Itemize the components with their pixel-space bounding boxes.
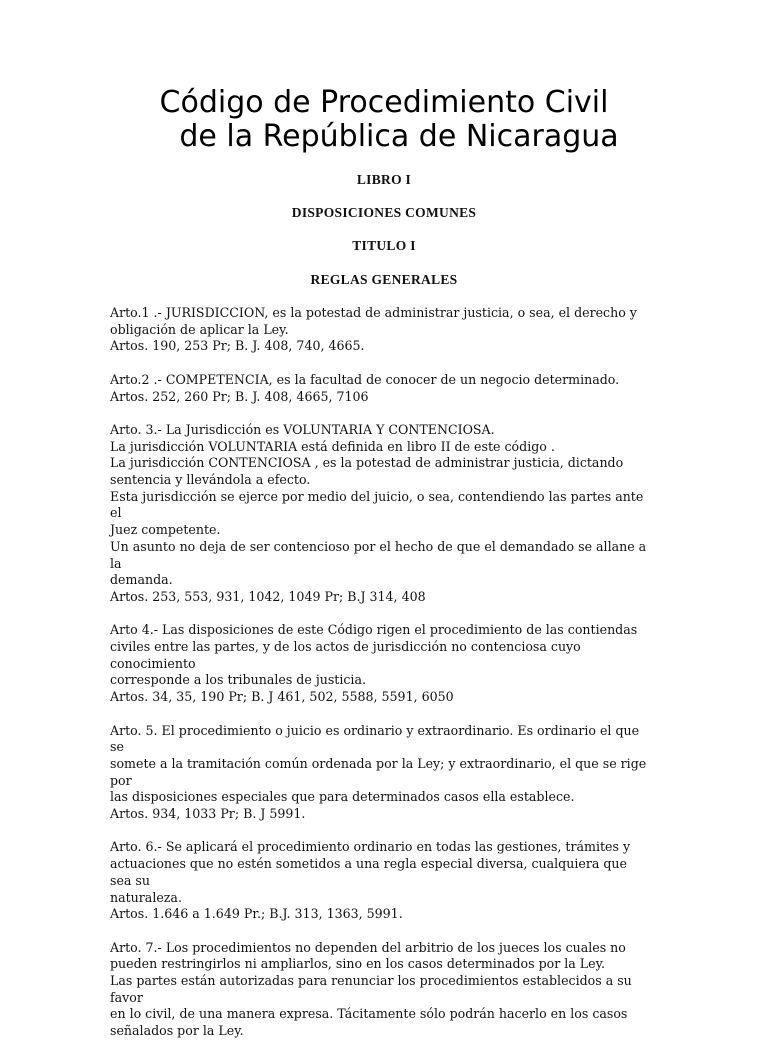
article-line: las disposiciones especiales que para determinados casos ella establece. xyxy=(110,789,575,805)
heading-section: DISPOSICIONES COMUNES xyxy=(291,205,477,220)
article-line: Artos. 190, 253 Pr; B. J. 408, 740, 4665. xyxy=(110,338,365,354)
article-line: La jurisdicción CONTENCIOSA , es la potestad de administrar justicia, dictando xyxy=(110,455,624,471)
article-2 xyxy=(110,372,650,405)
article-line: señalados por la Ley. xyxy=(110,1023,244,1039)
article-line: Artos. 34, 35, 190 Pr; B. J 461, 502, 5588, 5591, 6050 xyxy=(110,689,454,705)
article-line: demanda. xyxy=(110,572,173,588)
article-4 xyxy=(110,622,650,706)
article-line: sentencia y llevándola a efecto. xyxy=(110,472,311,487)
article-line: pueden restringirlos ni ampliarlos, sino en los casos determinados por la Ley. xyxy=(110,956,606,972)
heading-libro: LIBRO I xyxy=(356,172,412,187)
article-line: Arto.2 .- COMPETENCIA, es la facultad de conocer de un negocio determinado. xyxy=(110,371,620,387)
article-line: Esta jurisdicción se ejerce por medio del juicio, o sea, contendiendo las partes ante el xyxy=(110,488,644,521)
document-title xyxy=(0,86,768,154)
article-line: obligación de aplicar la Ley. xyxy=(110,321,289,337)
article-6 xyxy=(110,839,650,923)
articles-body xyxy=(110,305,650,1057)
article-line: Arto. 5. El procedimiento o juicio es ordinario y extraordinario. Es ordinario el que se xyxy=(110,722,640,755)
article-line: Un asunto no deja de ser contencioso por el hecho de que el demandado se allane a la xyxy=(110,538,647,571)
article-line: La jurisdicción VOLUNTARIA está definida en libro II de este código . xyxy=(110,438,555,454)
article-5 xyxy=(110,723,650,823)
article-line: Arto. 7.- Los procedimientos no dependen del arbitrio de los jueces los cuales no xyxy=(110,939,626,955)
article-line: Las partes están autorizadas para renunciar los procedimientos establecidos a su favor xyxy=(110,973,632,1005)
article-line: Artos. 253, 553, 931, 1042, 1049 Pr; B.J 314, 408 xyxy=(110,588,426,604)
article-line: Arto 4.- Las disposiciones de este Código rigen el procedimiento de las contiendas xyxy=(110,622,638,638)
title-line-1: Código de Procedimiento Civil xyxy=(159,85,609,120)
heading-titulo: TITULO I xyxy=(352,238,416,253)
article-line: Juez competente. xyxy=(110,522,221,538)
article-line: somete a la tramitación común ordenada por la Ley; y extraordinario, el que se rige por xyxy=(110,755,647,788)
title-line-2: de la República de Nicaragua xyxy=(179,119,619,154)
heading-subtitulo: REGLAS GENERALES xyxy=(310,272,458,287)
article-line: Arto.1 .- JURISDICCION, es la potestad de administrar justicia, o sea, el derecho y xyxy=(110,305,637,320)
article-line: naturaleza. xyxy=(110,889,182,905)
article-1 xyxy=(110,305,650,355)
article-line: Arto. 3.- La Jurisdicción es VOLUNTARIA Y CONTENCIOSA. xyxy=(110,421,495,437)
article-3 xyxy=(110,422,650,606)
article-line: Artos. 1.646 a 1.649 Pr.; B.J. 313, 1363, 5991. xyxy=(110,906,403,922)
article-line: corresponde a los tribunales de justicia. xyxy=(110,672,366,688)
article-line: actuaciones que no estén sometidos a una regla especial diversa, cualquiera que sea su xyxy=(110,856,627,888)
article-line: en lo civil, de una manera expresa. Tácitamente sólo podrán hacerlo en los casos xyxy=(110,1006,628,1022)
article-line: Arto. 6.- Se aplicará el procedimiento ordinario en todas las gestiones, trámites y xyxy=(110,839,631,855)
article-line: Artos. 934, 1033 Pr; B. J 5991. xyxy=(110,806,306,822)
article-line: Artos. 252, 260 Pr; B. J. 408, 4665, 7106 xyxy=(110,388,369,404)
article-line: civiles entre las partes, y de los actos de jurisdicción no contenciosa cuyo conocimiento xyxy=(110,639,581,671)
article-7 xyxy=(110,940,650,1040)
